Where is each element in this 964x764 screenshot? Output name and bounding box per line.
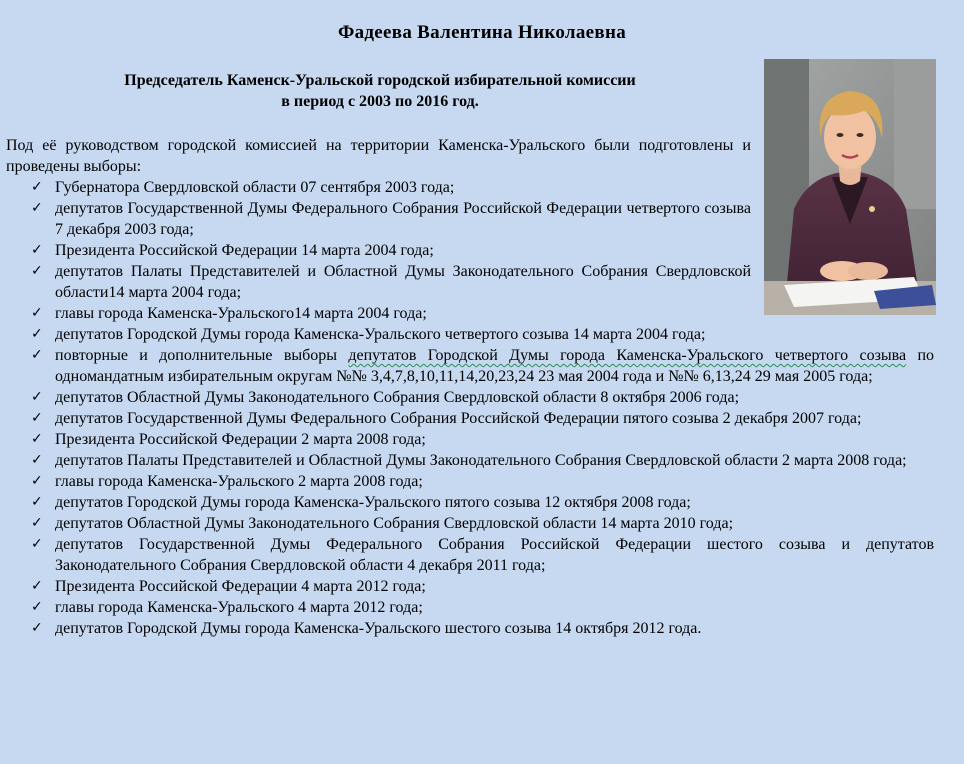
- elections-list: [0, 177, 934, 639]
- list-item-text-marked: депутатов Городской Думы города Каменска-Уральского четвертого созыва: [348, 347, 907, 364]
- list-item-text: Президента Российской Федерации 4 марта 2012 года;: [55, 578, 426, 595]
- intro-paragraph: Под её руководством городской комиссией на территории Каменска-Уральского были подготовлены и проведены выборы:: [6, 137, 751, 175]
- list-item-text-after: по одномандатным избирательным округам №№ 3,4,7,8,10,11,14,20,23,24 23 мая 2004 года и №№ 6,13,24 29 мая 2005 года;: [55, 347, 935, 385]
- check-mark-icon: ✓: [31, 305, 43, 321]
- list-item-text: Президента Российской Федерации 2 марта 2008 года;: [55, 431, 426, 448]
- check-mark-icon: ✓: [31, 578, 43, 594]
- list-item-text: депутатов Областной Думы Законодательного Собрания Свердловской области 8 октября 2006 года;: [55, 389, 740, 406]
- list-item: [0, 198, 751, 240]
- check-mark-icon: ✓: [31, 389, 43, 405]
- list-item: [0, 618, 934, 639]
- check-mark-icon: ✓: [31, 620, 43, 636]
- list-item: [0, 303, 751, 324]
- subtitle: [40, 70, 720, 112]
- list-item: [0, 450, 934, 471]
- check-mark-icon: ✓: [31, 494, 43, 510]
- check-mark-icon: ✓: [31, 410, 43, 426]
- check-mark-icon: ✓: [31, 263, 43, 279]
- list-item-text: депутатов Городской Думы города Каменска-Уральского пятого созыва 12 октября 2008 года;: [55, 494, 691, 511]
- list-item-text: депутатов Государственной Думы Федерального Собрания Российской Федерации шестого созыва и депутатов Законодательного Собрания Свердловской области 4 декабря 2011 года;: [55, 536, 934, 574]
- list-item-text: главы города Каменска-Уральского 2 марта 2008 года;: [55, 473, 423, 490]
- list-item-text: депутатов Городской Думы города Каменска-Уральского шестого созыва 14 октября 2012 года.: [55, 620, 702, 637]
- check-mark-icon: ✓: [31, 347, 43, 363]
- list-item-text: Президента Российской Федерации 14 марта 2004 года;: [55, 242, 434, 259]
- subtitle-line-1: Председатель Каменск-Уральской городской избирательной комиссии: [124, 72, 636, 89]
- list-item: [0, 345, 934, 387]
- list-item: [0, 387, 934, 408]
- list-item: [0, 429, 934, 450]
- list-item-text: депутатов Областной Думы Законодательного Собрания Свердловской области 14 марта 2010 года;: [55, 515, 734, 532]
- check-mark-icon: ✓: [31, 200, 43, 216]
- list-item-text: Губернатора Свердловской области 07 сентября 2003 года;: [55, 179, 455, 196]
- list-item-text: депутатов Палаты Представителей и Областной Думы Законодательного Собрания Свердловской области 2 марта 2008 года;: [55, 452, 907, 469]
- check-mark-icon: ✓: [31, 515, 43, 531]
- list-item: [0, 576, 934, 597]
- list-item: [0, 177, 751, 198]
- subtitle-line-2: в период с 2003 по 2016 год.: [281, 93, 479, 110]
- list-item: [0, 513, 934, 534]
- check-mark-icon: ✓: [31, 599, 43, 615]
- list-item: [0, 471, 934, 492]
- list-item-text-before: повторные и дополнительные выборы: [55, 347, 349, 364]
- check-mark-icon: ✓: [31, 536, 43, 552]
- list-item-text: депутатов Городской Думы города Каменска-Уральского четвертого созыва 14 марта 2004 года;: [55, 326, 706, 343]
- list-item: [0, 261, 751, 303]
- list-item: [0, 408, 934, 429]
- check-mark-icon: ✓: [31, 473, 43, 489]
- list-item: [0, 597, 934, 618]
- list-item-text: главы города Каменска-Уральского14 марта 2004 года;: [55, 305, 427, 322]
- list-item: [0, 324, 934, 345]
- list-item: [0, 534, 934, 576]
- list-item: [0, 492, 934, 513]
- list-item-text: депутатов Государственной Думы Федерального Собрания Российской Федерации пятого созыва 2 декабря 2007 года;: [55, 410, 862, 427]
- check-mark-icon: ✓: [31, 326, 43, 342]
- list-item-text: депутатов Палаты Представителей и Областной Думы Законодательного Собрания Свердловской области14 марта 2004 года;: [55, 263, 751, 301]
- list-item: [0, 240, 751, 261]
- list-item-text: депутатов Государственной Думы Федерального Собрания Российской Федерации четвертого созыва 7 декабря 2003 года;: [55, 200, 751, 238]
- page-title: Фадеева Валентина Николаевна: [337, 22, 627, 43]
- check-mark-icon: ✓: [31, 179, 43, 195]
- check-mark-icon: ✓: [31, 242, 43, 258]
- check-mark-icon: ✓: [31, 431, 43, 447]
- check-mark-icon: ✓: [31, 452, 43, 468]
- list-item-text: главы города Каменска-Уральского 4 марта 2012 года;: [55, 599, 423, 616]
